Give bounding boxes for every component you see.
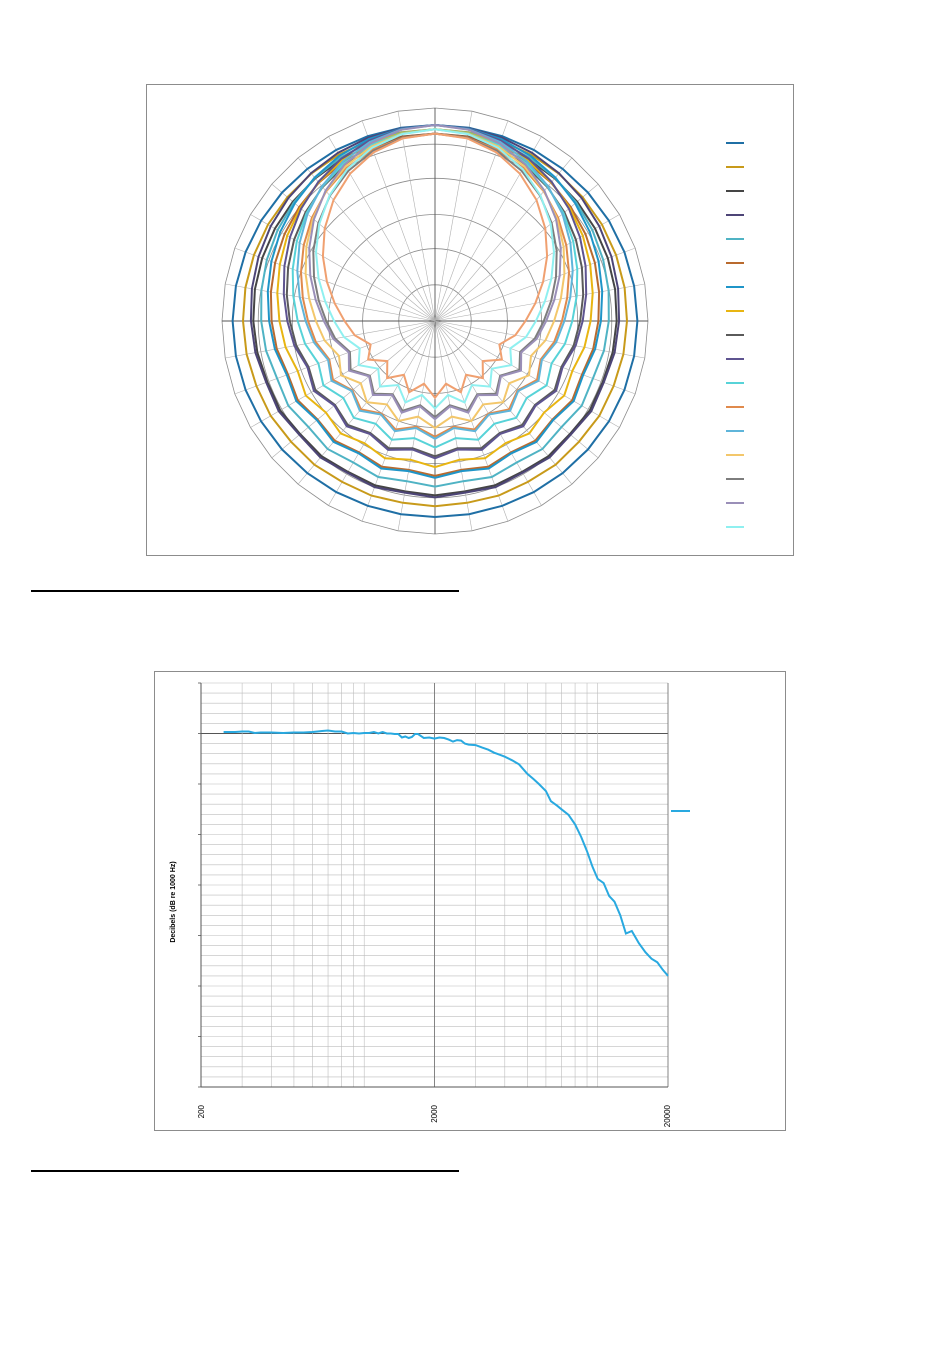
polar-chart	[147, 85, 795, 557]
frequency-response-chart	[155, 672, 787, 1132]
x-tick-label-2000: 2000	[430, 1105, 439, 1123]
freq-series-line	[224, 731, 668, 976]
x-tick-label-200: 200	[197, 1105, 206, 1119]
y-axis-label: Decibels (dB re 1000 Hz)	[170, 861, 177, 943]
divider-line	[31, 1170, 459, 1172]
polar-chart-frame	[146, 84, 794, 556]
divider-line	[31, 590, 459, 592]
freq-grid	[198, 683, 668, 1087]
frequency-chart-frame	[154, 671, 786, 1131]
polar-legend	[726, 143, 744, 527]
polar-grid	[222, 108, 648, 534]
polar-spoke	[435, 248, 635, 321]
polar-spoke	[235, 248, 435, 321]
x-tick-label-20000: 20000	[663, 1105, 672, 1128]
